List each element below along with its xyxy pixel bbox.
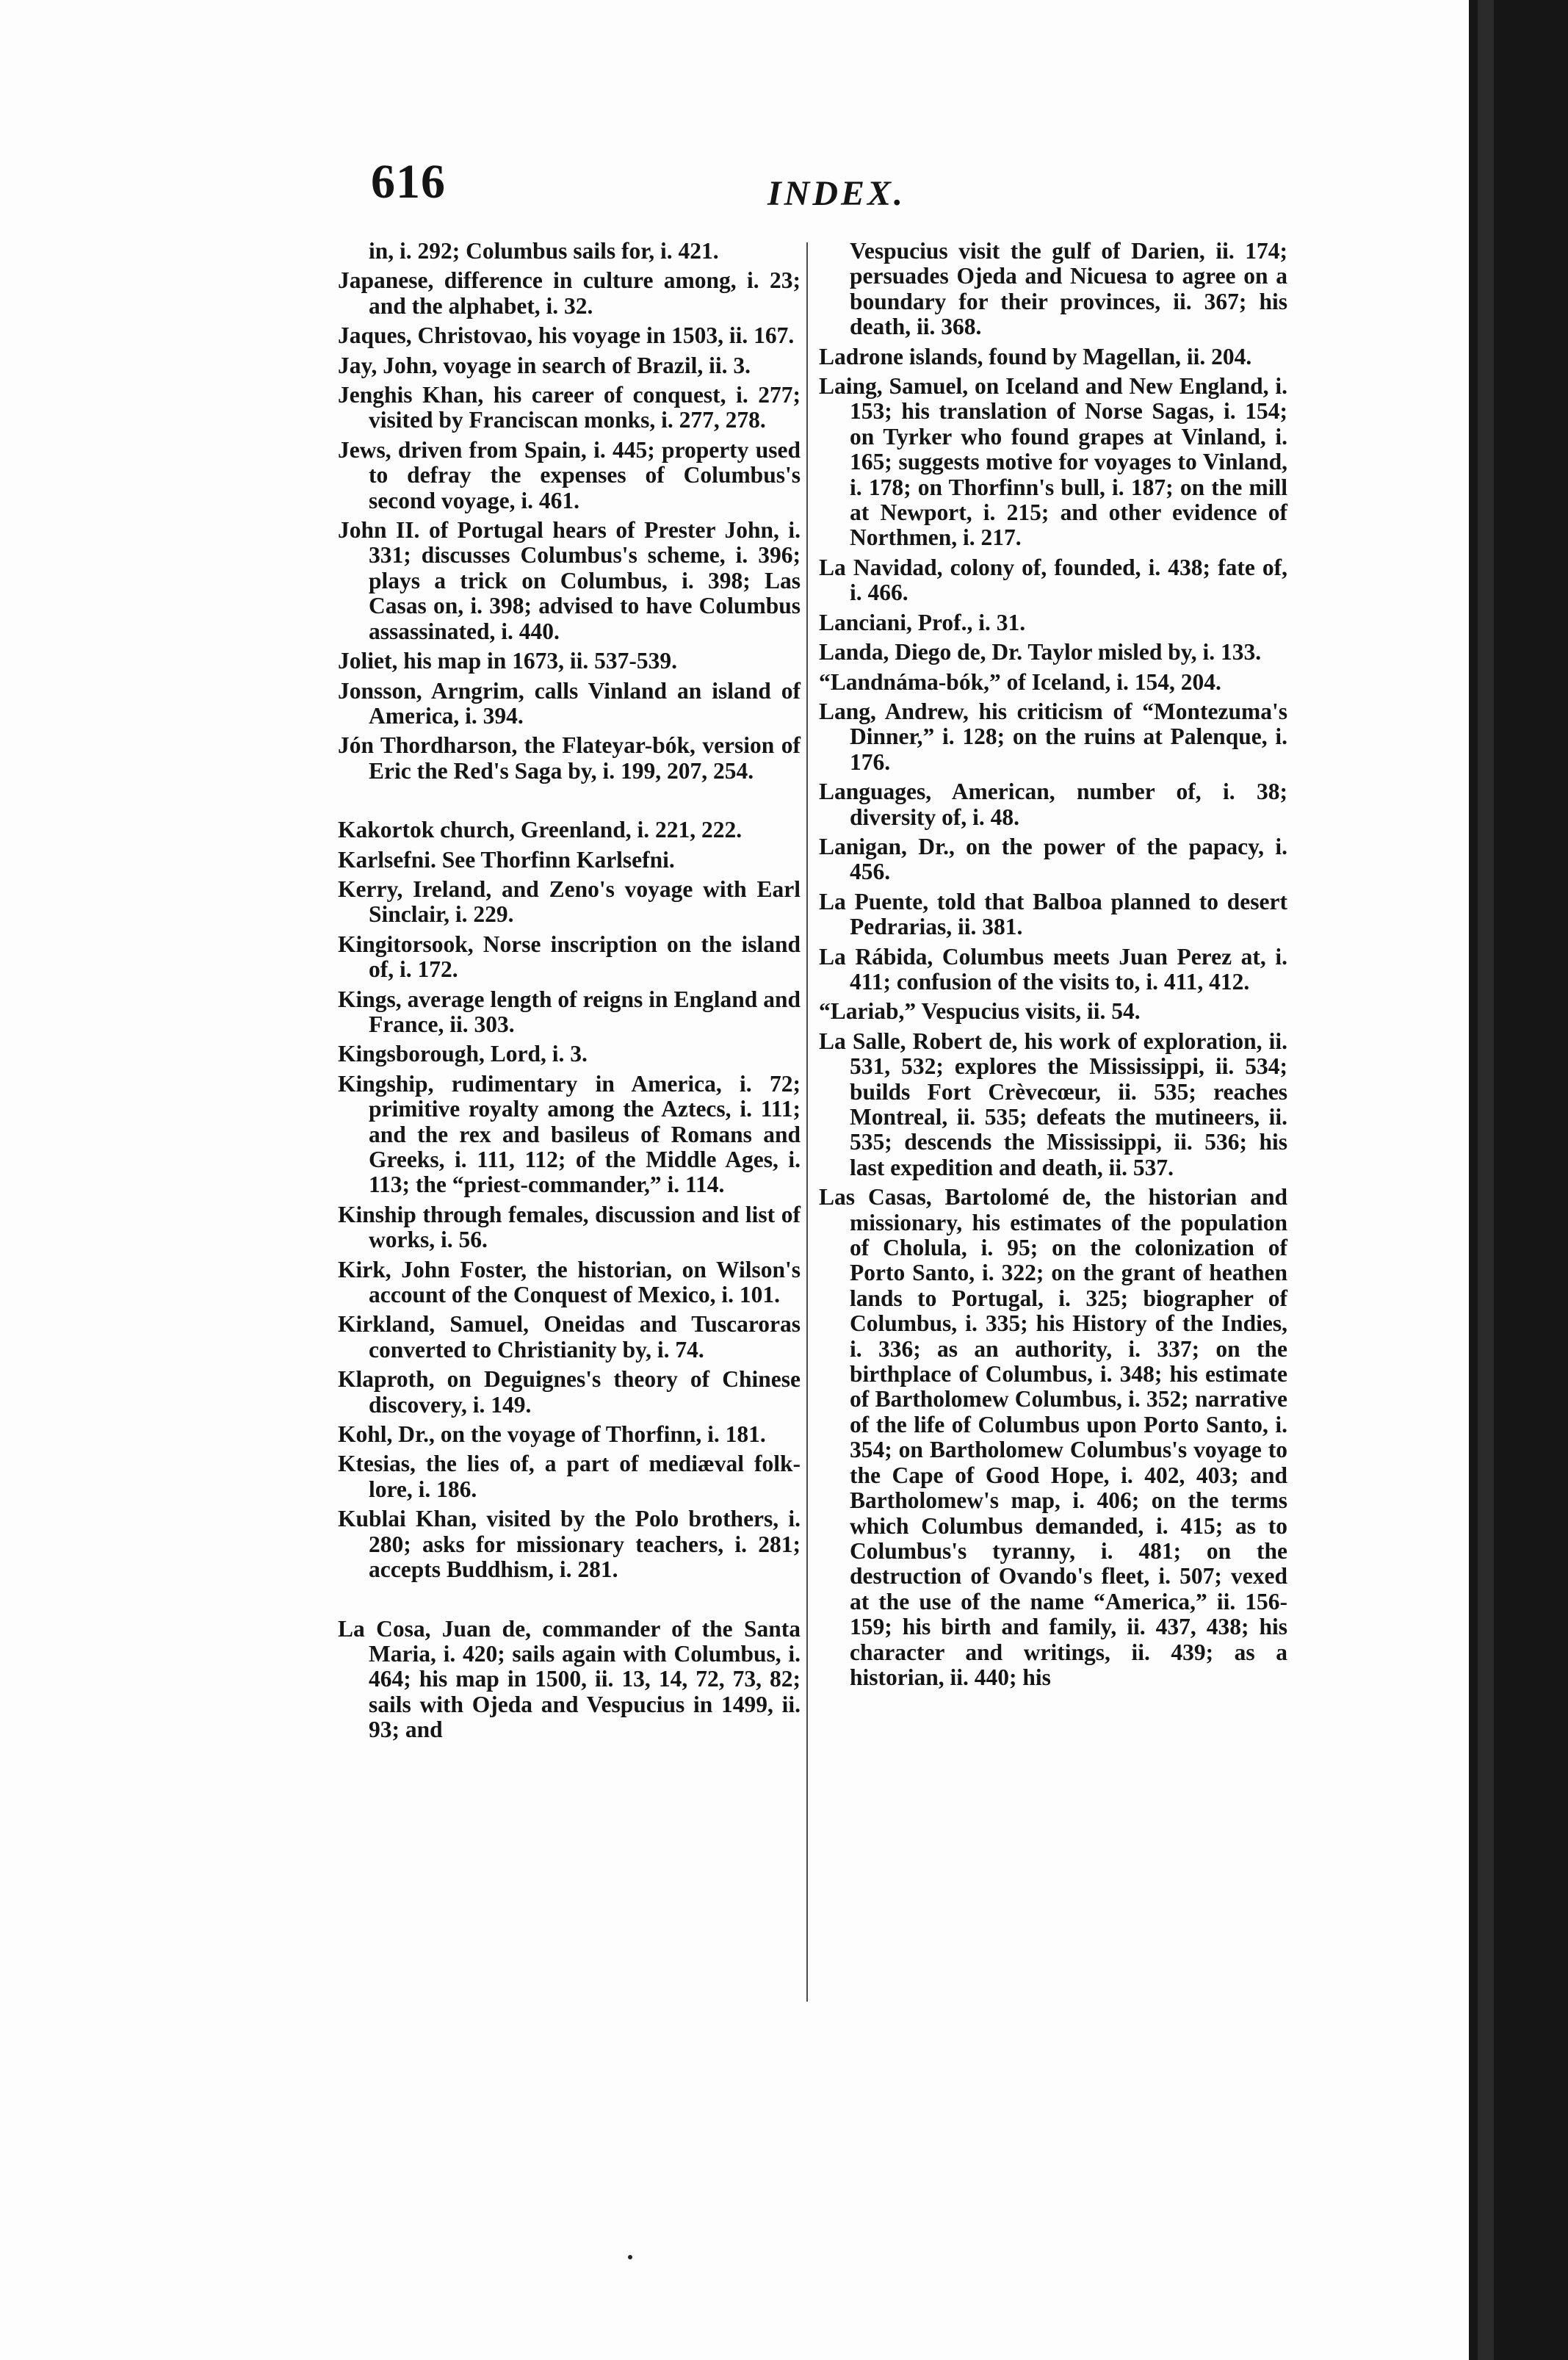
section-gap xyxy=(338,1587,801,1617)
index-entry: Jenghis Khan, his career of conquest, i. 277; visited by Franciscan monks, i. 277, 278. xyxy=(338,382,801,433)
index-column-right xyxy=(819,239,1287,1695)
index-column-left xyxy=(338,239,801,1747)
index-entry: Vespucius visit the gulf of Darien, ii. 174; persuades Ojeda and Nicuesa to agree on a boundary for their provinces, ii. 367; his death, ii. 368. xyxy=(850,238,1287,340)
index-entry: Karlsefni. See Thorfinn Karlsefni. xyxy=(338,846,675,873)
column-rule xyxy=(806,242,808,2002)
index-entry: Lang, Andrew, his criticism of “Montezuma's Dinner,” i. 128; on the ruins at Palenque, i. 176. xyxy=(819,698,1287,775)
index-entry: Kublai Khan, visited by the Polo brothers, i. 280; asks for missionary teachers, i. 281; accepts Buddhism, i. 281. xyxy=(338,1506,801,1583)
running-head: INDEX. xyxy=(767,174,906,213)
index-entry: Jaques, Christovao, his voyage in 1503, ii. 167. xyxy=(338,322,795,349)
index-entry: Jay, John, voyage in search of Brazil, ii. 3. xyxy=(338,352,751,378)
index-entry: “Lariab,” Vespucius visits, ii. 54. xyxy=(819,998,1141,1025)
index-entry: Las Casas, Bartolomé de, the historian and missionary, his estimates of the population of Cholula, i. 95; on the colonization of Porto Santo, i. 322; on the grant of heathen lands to Portugal, i. 325; biographer of Columbus, i. 335; his History of the Indies, i. 336; as an authority, i. 337; on the birthplace of Columbus, i. 348; his estimate of Bartholomew Columbus, i. 352; narrative of the life of Columbus upon Porto Santo, i. 354; on Bartholomew Columbus's voyage to the Cape of Good Hope, i. 402, 403; and Bartholomew's map, i. 406; on the terms which Columbus demanded, i. 415; as to Columbus's tyranny, i. 481; on the destruction of Ovando's fleet, i. 507; vexed at the use of the name “America,” ii. 156-159; his birth and family, ii. 437, 438; his character and writings, ii. 439; as a historian, ii. 440; his xyxy=(819,1184,1287,1690)
index-entry: Jonsson, Arngrim, calls Vinland an island of America, i. 394. xyxy=(338,677,801,729)
section-gap xyxy=(338,788,801,818)
index-entry: “Landnáma-bók,” of Iceland, i. 154, 204. xyxy=(819,668,1221,695)
index-entry: Ktesias, the lies of, a part of mediæval folk-lore, i. 186. xyxy=(338,1451,801,1502)
index-entry: La Cosa, Juan de, commander of the Santa Maria, i. 420; sails again with Columbus, i. 464; his map in 1500, ii. 13, 14, 72, 73, 82; sails with Ojeda and Vespucius in 1499, ii. 93; and xyxy=(338,1615,801,1743)
index-entry: Kingitorsook, Norse inscription on the island of, i. 172. xyxy=(338,931,801,983)
page-edge-inner xyxy=(1478,0,1494,2360)
index-entry: Kirkland, Samuel, Oneidas and Tuscaroras converted to Christianity by, i. 74. xyxy=(338,1311,801,1363)
index-entry: Kinship through females, discussion and list of works, i. 56. xyxy=(338,1201,801,1253)
index-entry: Languages, American, number of, i. 38; diversity of, i. 48. xyxy=(819,779,1287,830)
index-entry: Joliet, his map in 1673, ii. 537-539. xyxy=(338,648,678,674)
index-entry: La Salle, Robert de, his work of exploration, ii. 531, 532; explores the Mississippi, ii. 534; builds Fort Crèvecœur, ii. 535; reaches Montreal, ii. 535; defeats the mutineers, ii. 535; descends the Mississippi, ii. 536; his last expedition and death, ii. 537. xyxy=(819,1028,1287,1180)
index-entry: Japanese, difference in culture among, i. 23; and the alphabet, i. 32. xyxy=(338,267,801,319)
index-entry: Kohl, Dr., on the voyage of Thorfinn, i. 181. xyxy=(338,1421,766,1448)
index-entry: Kingship, rudimentary in America, i. 72; primitive royalty among the Aztecs, i. 111; and the rex and basileus of Romans and Greeks, i. 111, 112; of the Middle Ages, i. 113; the “priest-commander,” i. 114. xyxy=(338,1070,801,1198)
printer-mark xyxy=(628,2255,632,2259)
index-entry: La Rábida, Columbus meets Juan Perez at, i. 411; confusion of the visits to, i. 411, 412. xyxy=(819,943,1287,995)
index-entry: La Navidad, colony of, founded, i. 438; fate of, i. 466. xyxy=(819,554,1287,606)
index-entry: Lanigan, Dr., on the power of the papacy, i. 456. xyxy=(819,833,1287,885)
index-entry: Jón Thordharson, the Flateyar-bók, version of Eric the Red's Saga by, i. 199, 207, 254. xyxy=(338,732,801,784)
page-number: 616 xyxy=(371,155,446,209)
index-entry: Kirk, John Foster, the historian, on Wilson's account of the Conquest of Mexico, i. 101. xyxy=(338,1256,801,1308)
index-entry: John II. of Portugal hears of Prester John, i. 331; discusses Columbus's scheme, i. 396; plays a trick on Columbus, i. 398; Las Casas on, i. 398; advised to have Columbus assassinated, i. 440. xyxy=(338,517,801,644)
index-entry: La Puente, told that Balboa planned to desert Pedrarias, ii. 381. xyxy=(819,888,1287,940)
index-entry: Lanciani, Prof., i. 31. xyxy=(819,609,1026,635)
index-entry: Kakortok church, Greenland, i. 221, 222. xyxy=(338,817,743,843)
index-entry: Kingsborough, Lord, i. 3. xyxy=(338,1041,588,1067)
index-entry: Ladrone islands, found by Magellan, ii. 204. xyxy=(819,343,1252,369)
index-entry: Kerry, Ireland, and Zeno's voyage with Earl Sinclair, i. 229. xyxy=(338,876,801,928)
index-entry: Laing, Samuel, on Iceland and New England, i. 153; his translation of Norse Sagas, i. 154; on Tyrker who found grapes at Vinland, i. 165; suggests motive for voyages to Vinland, i. 178; on Thorfinn's bull, i. 187; on the mill at Newport, i. 215; and other evidence of Northmen, i. 217. xyxy=(819,373,1287,551)
index-entry: Landa, Diego de, Dr. Taylor misled by, i. 133. xyxy=(819,639,1262,665)
index-entry: in, i. 292; Columbus sails for, i. 421. xyxy=(369,238,719,264)
index-entry: Kings, average length of reigns in England and France, ii. 303. xyxy=(338,986,801,1037)
index-entry: Jews, driven from Spain, i. 445; property used to defray the expenses of Columbus's second voyage, i. 461. xyxy=(338,436,801,513)
index-entry: Klaproth, on Deguignes's theory of Chinese discovery, i. 149. xyxy=(338,1366,801,1418)
